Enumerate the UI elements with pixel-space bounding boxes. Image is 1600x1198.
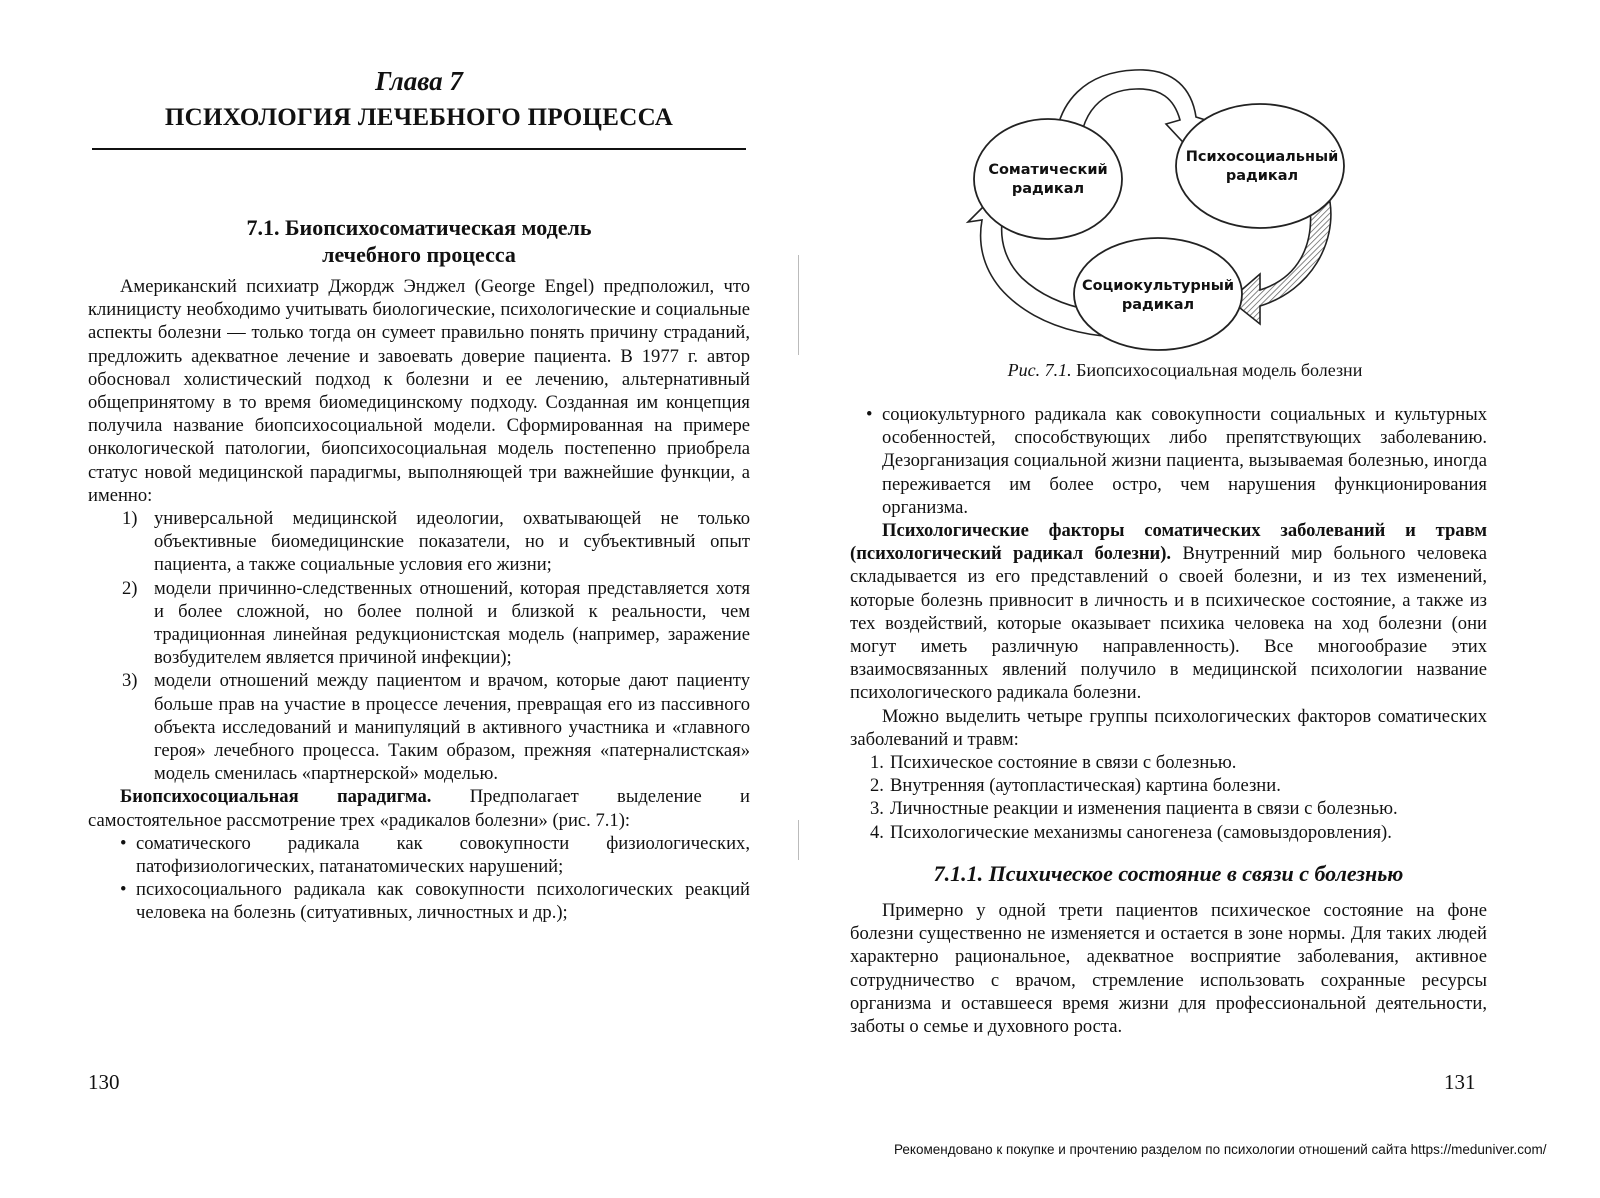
section-title [88,214,750,268]
group-item-4 [850,821,1487,844]
chapter-label: Глава 7 [375,66,463,96]
subsection-paragraph: Примерно у одной трети пациентов психическое состояние на фоне болезни существенно не изменяется и остается в зоне нормы. Для таких людей характерно рациональное, адекватное восприятие заболевания, активное сотрудничество с врачом, стремление использовать сохранные ресурсы организма и оставшееся время жизни для профессиональной деятельности, заботы о семье и духовного роста. [850,900,1487,1038]
group-item-3 [850,797,1487,820]
radical-text: соматического радикала как совокупности физиологических, патофизиологических, патанатомических нарушений; [136,832,750,878]
list-marker: 3) [122,670,138,692]
psychosocial-label-line1: Психосоциальный [1185,149,1339,165]
diagram-svg [960,62,1360,352]
group-item-2 [850,774,1487,797]
footer-recommendation: Рекомендовано к покупке и прочтению разделом по психологии отношений сайта https://meduniver.com/ [894,1142,1547,1157]
function-text: модели причинно-следственных отношений, которая представляется хотя и более сложной, но более полной и близкой к реальности, чем традиционная линейная редукционистская модель (например, заражение возбудителем является причиной инфекции); [154,577,750,669]
right-body-text [850,403,1487,1038]
right-page [850,0,1520,1150]
left-body-text [88,275,750,925]
radical-item-somatic [88,832,750,878]
chapter-title: ПСИХОЛОГИЯ ЛЕЧЕБНОГО ПРОЦЕССА [164,104,674,131]
sociocultural-label-line1: Социокультурный [1081,278,1235,294]
group-text: Внутренняя (аутопластическая) картина болезни. [890,775,1281,797]
group-item-1 [850,751,1487,774]
radical-text: социокультурного радикала как совокупности социальных и культурных особенностей, способствующих либо препятствующих заболеванию. Дезорганизация социальной жизни пациента, вызываемая болезнью, иногда переживается им более остро, чем нарушения функционирования организма. [882,404,1487,518]
function-item-1 [88,507,750,577]
group-text: Личностные реакции и изменения пациента в связи с болезнью. [890,798,1398,820]
radical-item-sociocultural [850,403,1487,519]
functions-list [88,507,750,785]
gutter-line [798,255,799,355]
left-page [88,0,750,1150]
somatic-label-line1: Соматический [988,162,1108,178]
function-item-3 [88,669,750,785]
group-text: Психологические механизмы саногенеза (самовыздоровления). [890,821,1392,843]
function-text: универсальной медицинской идеологии, охватывающей не только объективные биомедицинские показатели, но и субъективный опыт пациента, а также социальные условия его жизни; [154,508,750,576]
sociocultural-label-line2: радикал [1121,297,1195,313]
paradigm-paragraph [88,785,750,831]
somatic-ellipse [974,119,1122,239]
list-marker: 1. [870,752,884,774]
function-item-2 [88,577,750,670]
gutter-line [798,820,799,860]
chapter-divider [92,148,746,150]
list-marker: 3. [870,798,884,820]
figure-caption-text: Биопсихосоциальная модель болезни [1071,360,1363,380]
bullet-marker: • [120,832,127,854]
radicals-list [88,832,750,925]
list-marker: 2. [870,775,884,797]
paradigm-lead: Биопсихосоциальная парадигма. [120,786,432,808]
psychosocial-ellipse [1176,104,1344,228]
factors-text: Внутренний мир больного человека складывается из его представлений о своей болезни, и из тех изменений, которые болезнь привносит в личность и в психическое состояние, а также из тех воздействий, которые оказывает психика человека на ход болезни (они могут иметь различную направленность). Все многообразие этих взаимосвязанных явлений получило в медицинской психологии название психологического радикала болезни. [850,543,1487,704]
groups-intro: Можно выделить четыре группы психологических факторов соматических заболеваний и травм: [850,705,1487,750]
list-marker: 4. [870,821,884,843]
figure-caption [850,360,1520,381]
sociocultural-ellipse [1074,238,1242,350]
list-marker: 2) [122,577,138,599]
subsection-title: 7.1.1. Психическое состояние в связи с болезнью [933,860,1404,886]
psychosocial-label-line2: радикал [1225,168,1299,184]
function-text: модели отношений между пациентом и врачом, которые дают пациенту больше прав на участие в процессе лечения, превращая его из пассивного объекта исследований и манипуляций в активного участника и «главного героя» лечебного процесса. Таким образом, прежняя «патерналистская» модель сменилась «партнерской» моделью. [154,670,750,785]
radical-text: психосоциального радикала как совокупности психологических реакций человека на болезнь (ситуативных, личностных и др.); [136,879,750,924]
somatic-label-line2: радикал [1011,181,1085,197]
factors-paragraph [850,519,1487,705]
intro-paragraph: Американский психиатр Джордж Энджел (George Engel) предположил, что клиницисту необходимо учитывать биологические, психологические и социальные аспекты болезни — только тогда он сумеет правильно понять причину страданий, предложить адекватное лечение и завоевать доверие пациента. В 1977 г. автор обосновал холистический подход к болезни и ее лечению, альтернативный общепринятому в то время биомедицинскому подходу. Созданная им концепция получила название биопсихосоциальной модели. Сформированная на примере онкологической патологии, биопсихосоциальная модель постепенно приобрела статус новой медицинской парадигмы, выполняющей три важнейшие функции, а именно: [88,276,750,506]
figure-caption-label: Рис. 7.1. [1007,360,1072,380]
biopsychosocial-diagram [960,62,1360,352]
bullet-marker: • [120,879,127,901]
page-number-right: 131 [1444,1070,1476,1094]
list-marker: 1) [122,508,138,530]
group-text: Психическое состояние в связи с болезнью. [890,752,1237,774]
section-title-line-2: лечебного процесса [322,242,516,267]
paradigm-text: Предполагает выделение и самостоятельное рассмотрение трех «радикалов болезни» (рис. 7.1): [88,786,750,831]
groups-list [850,751,1487,844]
factors-lead: Психологические факторы соматических заболеваний и травм (психологический радикал болезни). [850,520,1487,565]
page-number-left: 130 [88,1070,120,1094]
sociocultural-list [850,403,1487,519]
section-title-line-1: 7.1. Биопсихосоматическая модель [246,215,592,240]
bullet-marker: • [866,404,873,425]
radical-item-psychosocial [88,878,750,924]
